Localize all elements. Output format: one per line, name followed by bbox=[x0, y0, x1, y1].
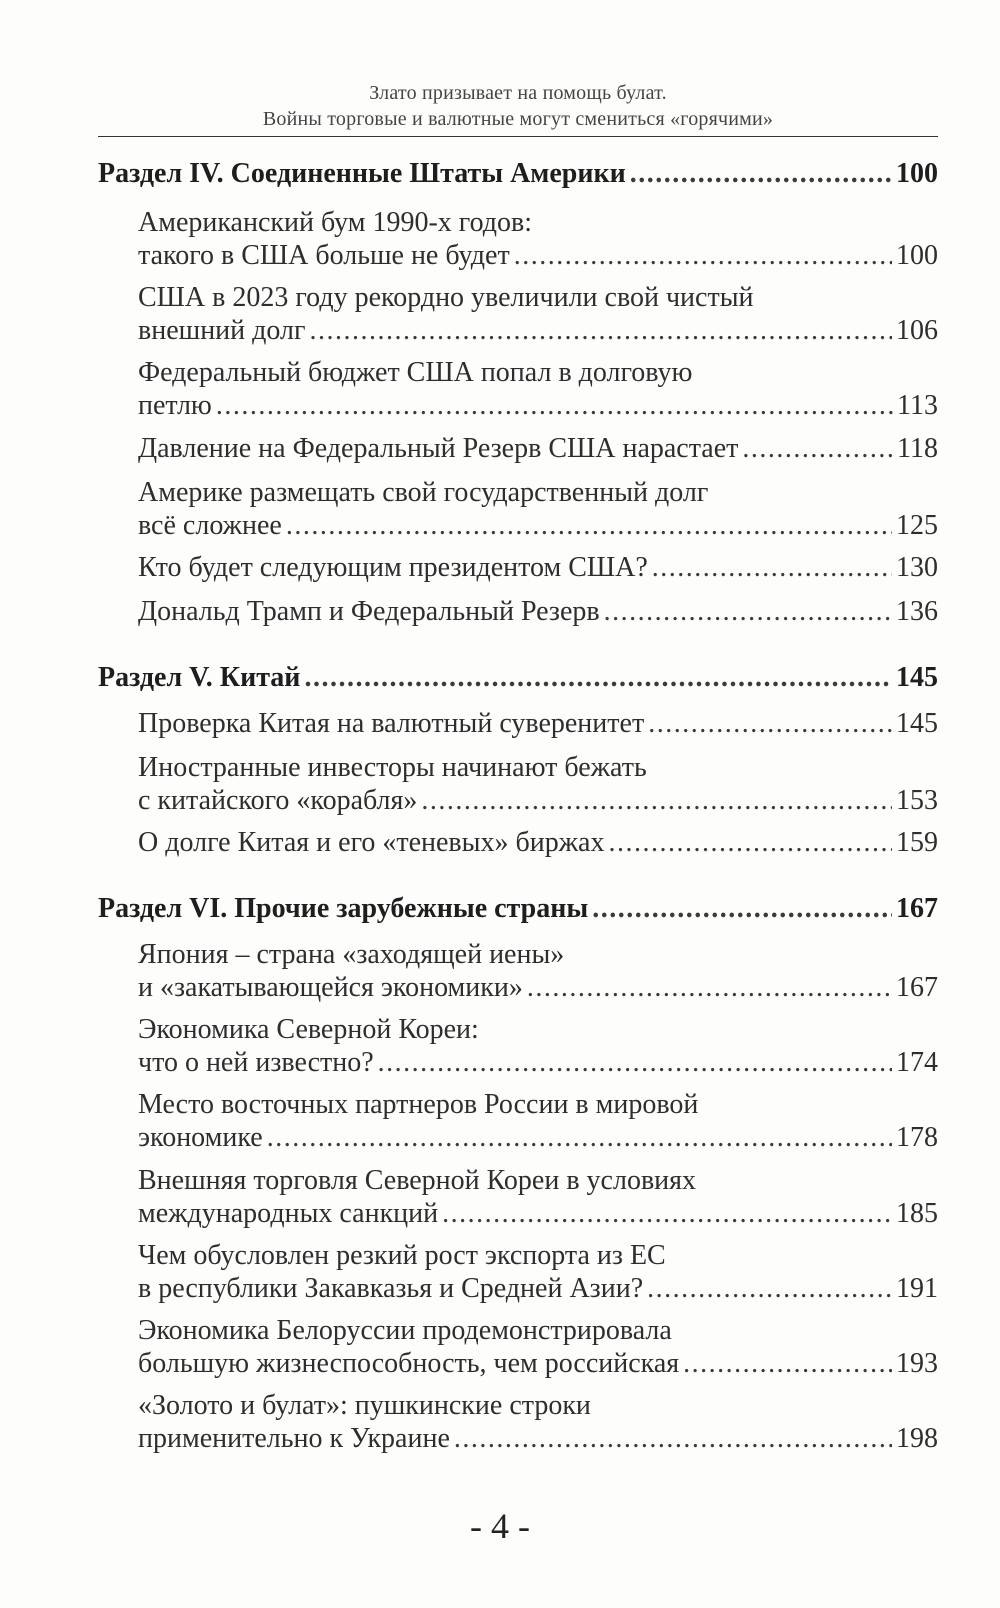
toc-item-page: 178 bbox=[896, 1122, 938, 1153]
toc-item-line: Америке размещать свой государственный долг bbox=[138, 477, 709, 508]
toc-item-line: такого в США больше не будет bbox=[138, 240, 510, 271]
toc-item-page: 167 bbox=[896, 972, 938, 1003]
dot-leader bbox=[592, 891, 892, 927]
dot-leader bbox=[604, 595, 892, 628]
toc-item-line: Япония – страна «заходящей иены» bbox=[138, 939, 565, 970]
toc-item[interactable] bbox=[138, 476, 938, 542]
dot-leader bbox=[648, 707, 892, 740]
toc-item-line: экономике bbox=[138, 1122, 263, 1153]
section-title: Раздел VI. Прочие зарубежные страны bbox=[98, 893, 589, 924]
toc-item[interactable] bbox=[138, 356, 938, 422]
dot-leader bbox=[647, 1272, 892, 1305]
toc-item-page: 145 bbox=[896, 708, 938, 739]
toc-item-line: внешний долг bbox=[138, 315, 306, 346]
running-header-line-1: Злато призывает на помощь булат. bbox=[369, 82, 667, 104]
section-page: 145 bbox=[896, 662, 938, 693]
dot-leader bbox=[652, 551, 892, 584]
toc-item-line: Место восточных партнеров России в мировой bbox=[138, 1089, 699, 1120]
dot-leader bbox=[267, 1121, 892, 1154]
toc-item-line: Внешняя торговля Северной Кореи в условиях bbox=[138, 1165, 697, 1196]
toc-item-line: Федеральный бюджет США попал в долговую bbox=[138, 357, 693, 388]
section-page: 167 bbox=[896, 893, 938, 924]
toc-item-page: 125 bbox=[896, 510, 938, 541]
toc-item-page: 159 bbox=[896, 827, 938, 858]
toc-item-page: 118 bbox=[897, 433, 938, 464]
header-divider bbox=[98, 136, 938, 137]
toc-item-line: Кто будет следующим президентом США? bbox=[138, 552, 648, 583]
toc-item[interactable] bbox=[138, 206, 938, 272]
running-header bbox=[98, 80, 938, 132]
toc-item[interactable] bbox=[138, 707, 938, 740]
toc-item-line: «Золото и булат»: пушкинские строки bbox=[138, 1390, 591, 1421]
section-title: Раздел V. Китай bbox=[98, 662, 301, 693]
toc-section-6[interactable] bbox=[98, 891, 938, 927]
dot-leader bbox=[608, 826, 892, 859]
dot-leader bbox=[309, 314, 892, 347]
toc-item-line: Экономика Северной Кореи: bbox=[138, 1014, 479, 1045]
dot-leader bbox=[514, 239, 892, 272]
toc-item-page: 198 bbox=[896, 1423, 938, 1454]
toc-item-line: применительно к Украине bbox=[138, 1423, 450, 1454]
toc-item-page: 193 bbox=[896, 1348, 938, 1379]
dot-leader bbox=[378, 1046, 892, 1079]
toc-item-line: Американский бум 1990-х годов: bbox=[138, 207, 533, 238]
toc-item-page: 174 bbox=[896, 1047, 938, 1078]
toc-item-line: с китайского «корабля» bbox=[138, 785, 418, 816]
toc-item-line: международных санкций bbox=[138, 1198, 439, 1229]
toc-item-line: Экономика Белоруссии продемонстрировала bbox=[138, 1315, 672, 1346]
toc-item[interactable] bbox=[138, 1389, 938, 1455]
toc-item[interactable] bbox=[138, 826, 938, 859]
toc-item-line: Иностранные инвесторы начинают бежать bbox=[138, 752, 647, 783]
toc-item-line: всё сложнее bbox=[138, 510, 282, 541]
toc-item[interactable] bbox=[138, 1239, 938, 1305]
toc-item-page: 136 bbox=[896, 596, 938, 627]
dot-leader bbox=[286, 509, 892, 542]
section-page: 100 bbox=[896, 158, 938, 189]
toc-item-page: 185 bbox=[896, 1198, 938, 1229]
toc-item[interactable] bbox=[138, 551, 938, 584]
toc-item-page: 130 bbox=[896, 552, 938, 583]
toc-item[interactable] bbox=[138, 751, 938, 817]
toc-item-line: Чем обусловлен резкий рост экспорта из ЕС bbox=[138, 1240, 666, 1271]
toc-item-line: О долге Китая и его «теневых» биржах bbox=[138, 827, 605, 858]
dot-leader bbox=[742, 432, 893, 465]
toc-item-line: петлю bbox=[138, 390, 212, 421]
running-header-line-2: Войны торговые и валютные могут смениться «горячими» bbox=[262, 108, 774, 130]
dot-leader bbox=[442, 1197, 892, 1230]
dot-leader bbox=[216, 389, 893, 422]
dot-leader bbox=[421, 784, 892, 817]
dot-leader bbox=[454, 1422, 892, 1455]
toc-item-page: 100 bbox=[896, 240, 938, 271]
dot-leader bbox=[527, 971, 892, 1004]
toc-item[interactable] bbox=[138, 432, 938, 465]
toc-item-page: 113 bbox=[897, 390, 938, 421]
toc-item-line: большую жизнеспособность, чем российская bbox=[138, 1348, 680, 1379]
toc-item[interactable] bbox=[138, 1314, 938, 1380]
toc-item[interactable] bbox=[138, 1088, 938, 1154]
dot-leader bbox=[683, 1347, 892, 1380]
toc-item-line: в республики Закавказья и Средней Азии? bbox=[138, 1273, 644, 1304]
toc-item[interactable] bbox=[138, 938, 938, 1004]
toc-section-5[interactable] bbox=[98, 660, 938, 696]
toc-item-line: и «закатывающейся экономики» bbox=[138, 972, 523, 1003]
toc-item[interactable] bbox=[138, 595, 938, 628]
toc-item-line: Дональд Трамп и Федеральный Резерв bbox=[138, 596, 600, 627]
dot-leader bbox=[304, 660, 892, 696]
page-number: - 4 - bbox=[470, 1506, 530, 1546]
toc-item-line: США в 2023 году рекордно увеличили свой чистый bbox=[138, 282, 754, 313]
toc-item-line: Проверка Китая на валютный суверенитет bbox=[138, 708, 645, 739]
toc-item-page: 191 bbox=[896, 1273, 938, 1304]
toc-item-page: 153 bbox=[896, 785, 938, 816]
dot-leader bbox=[630, 156, 892, 192]
toc-item-line: что о ней известно? bbox=[138, 1047, 374, 1078]
toc-section-4[interactable] bbox=[98, 156, 938, 192]
toc-item[interactable] bbox=[138, 1013, 938, 1079]
toc-item-line: Давление на Федеральный Резерв США нарастает bbox=[138, 433, 739, 464]
toc-item-page: 106 bbox=[896, 315, 938, 346]
section-title: Раздел IV. Соединенные Штаты Америки bbox=[98, 158, 626, 189]
toc-item[interactable] bbox=[138, 1164, 938, 1230]
toc-item[interactable] bbox=[138, 281, 938, 347]
